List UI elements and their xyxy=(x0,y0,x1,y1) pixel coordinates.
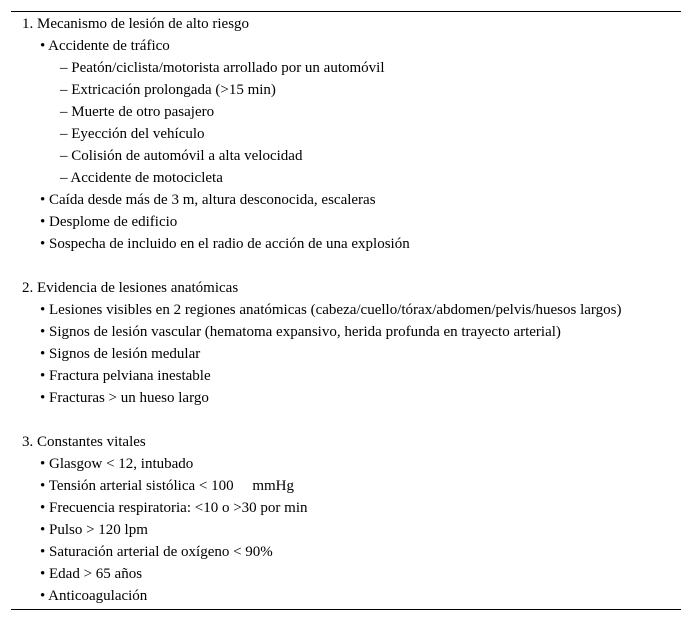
list-item: • Glasgow < 12, intubado xyxy=(40,456,194,472)
list-item: • Sospecha de incluido en el radio de acción de una explosión xyxy=(40,236,410,252)
list-item: • Edad > 65 años xyxy=(40,566,143,582)
list-item: • Caída desde más de 3 m, altura desconocida, escaleras xyxy=(40,192,376,208)
section-heading-anatomical: 2. Evidencia de lesiones anatómicas xyxy=(22,280,239,296)
list-item: • Desplome de edificio xyxy=(40,214,178,230)
list-item: • Accidente de tráfico xyxy=(40,38,170,54)
criteria-list xyxy=(22,13,621,607)
sub-list-item: – Accidente de motocicleta xyxy=(60,170,223,186)
list-item: • Pulso > 120 lpm xyxy=(40,522,148,538)
sub-list-item: – Extricación prolongada (>15 min) xyxy=(60,82,276,98)
list-item: • Saturación arterial de oxígeno < 90% xyxy=(40,544,273,560)
list-item: • Signos de lesión medular xyxy=(40,346,201,362)
list-item: • Frecuencia respiratoria: <10 o >30 por min xyxy=(40,500,308,516)
list-item: • Tensión arterial sistólica < 100 mmHg xyxy=(40,478,295,494)
sub-list-item: – Colisión de automóvil a alta velocidad xyxy=(60,148,303,164)
list-item: • Fracturas > un hueso largo xyxy=(40,390,209,406)
sub-list-item: – Muerte de otro pasajero xyxy=(60,104,215,120)
section-heading-vitals: 3. Constantes vitales xyxy=(22,434,146,450)
sub-list-item: – Eyección del vehículo xyxy=(60,126,205,142)
sub-list-item: – Peatón/ciclista/motorista arrollado por un automóvil xyxy=(60,60,385,76)
list-item: • Fractura pelviana inestable xyxy=(40,368,211,384)
section-spacer xyxy=(22,409,621,431)
list-item: • Lesiones visibles en 2 regiones anatómicas (cabeza/cuello/tórax/abdomen/pelvis/huesos largos) xyxy=(40,302,622,318)
list-item: • Signos de lesión vascular (hematoma expansivo, herida profunda en trayecto arterial) xyxy=(40,324,561,340)
section-heading-mechanism: 1. Mecanismo de lesión de alto riesgo xyxy=(22,16,250,32)
section-spacer xyxy=(22,255,621,277)
list-item: • Anticoagulación xyxy=(40,588,148,604)
